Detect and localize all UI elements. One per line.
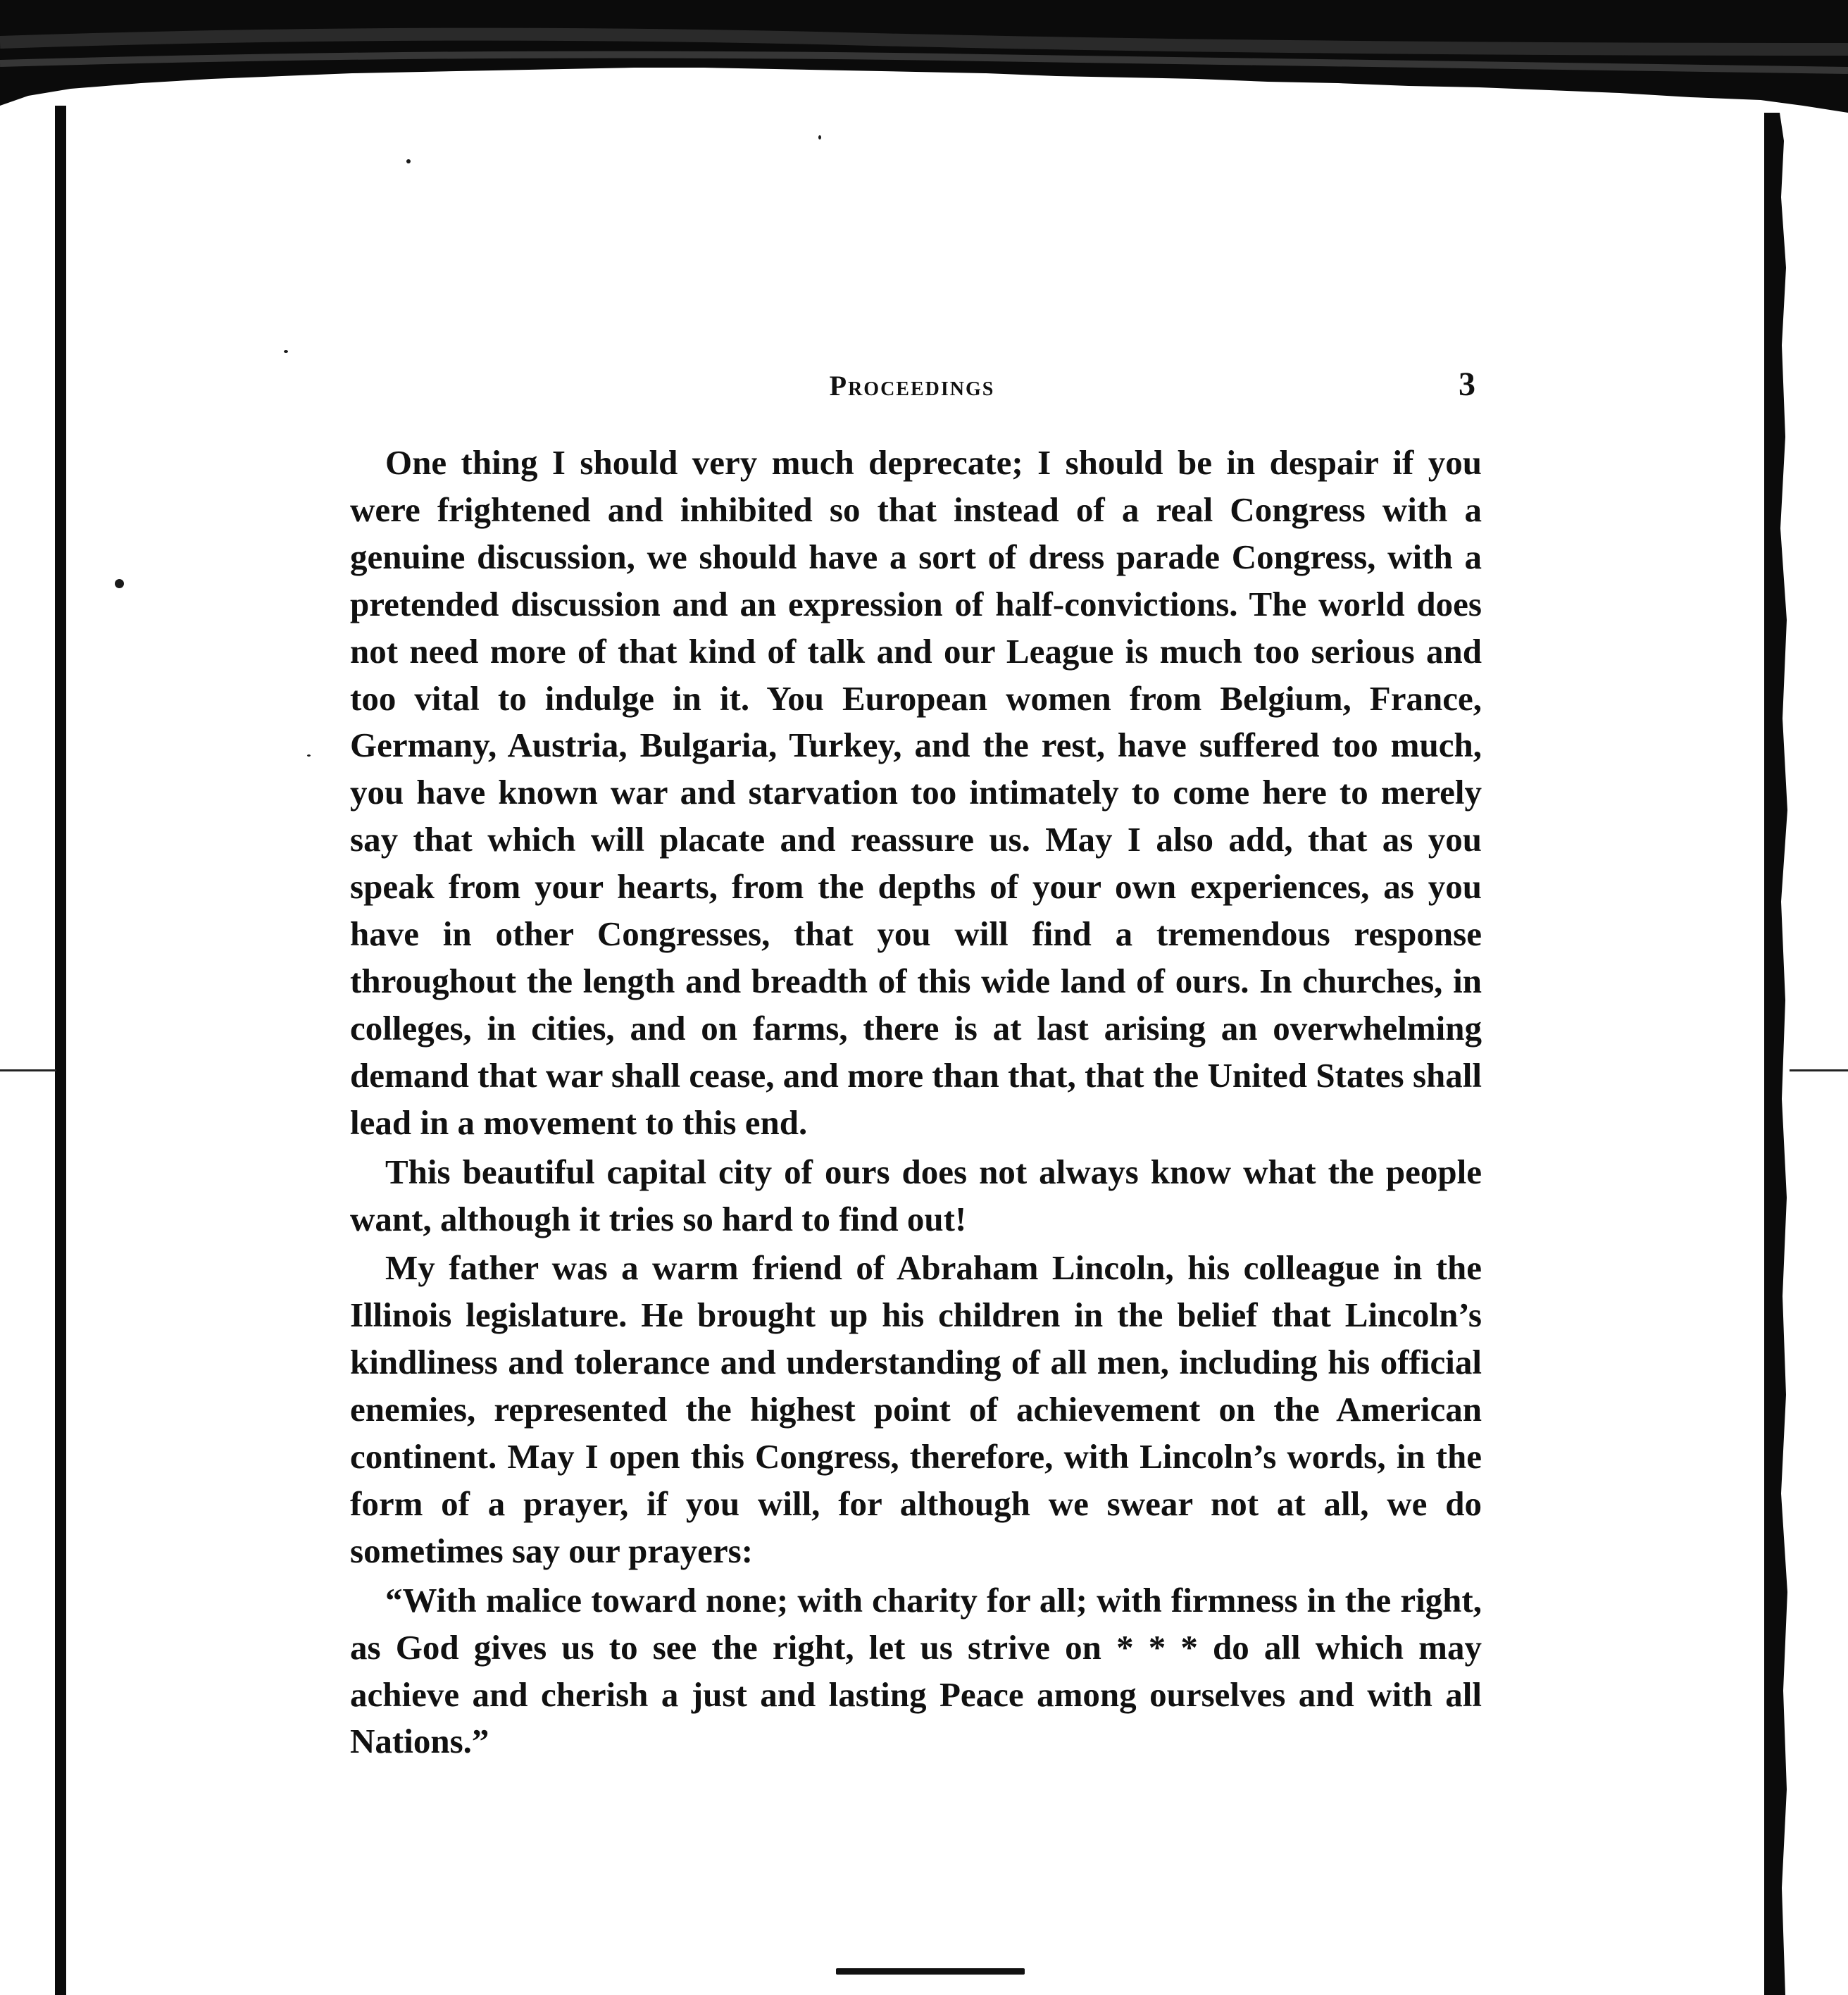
scan-right-edge-noise: [1780, 113, 1790, 1995]
scan-top-noise: [0, 0, 1848, 113]
ink-speck: [284, 350, 288, 353]
ink-speck: [115, 579, 124, 588]
quotation-paragraph: “With malice toward none; with charity for all; with firmness in the right, as God gives us to see the right, let us strive on * * * do all which may achieve and cherish a just and lasting Peace among ourselves and with all Nations.”: [350, 1580, 1482, 1761]
running-head: [349, 365, 1475, 421]
scan-top-border: [0, 0, 1848, 113]
ink-speck: [307, 754, 311, 757]
header-title: Proceedings: [829, 370, 995, 402]
scan-right-edge: [1764, 113, 1780, 1995]
paragraph: My father was a warm friend of Abraham Lincoln, his colleague in the Illinois legislature. He brought up his children in the belief that Lincoln’s kindliness and tolerance and understanding of all men, including his official enemies, represented the highest point of achievement on the American continent. May I open this Congress, therefore, with Lincoln’s words, in the form of a prayer, if you will, for although we swear not at all, we do sometimes say our prayers:: [350, 1248, 1482, 1570]
ink-speck: [818, 135, 821, 139]
page-number: 3: [1459, 366, 1475, 403]
fold-mark-right: [1790, 1069, 1848, 1071]
ink-speck: [406, 159, 411, 163]
text-body: [350, 440, 1482, 1765]
paragraph: One thing I should very much deprecate; I should be in despair if you were frightened and inhibited so that instead of a real Congress with a genuine discussion, we should have a sort of dress parade Congress, with a pretended discussion and an expression of half-convictions. The world does not need more of that kind of talk and our League is much too serious and too vital to indulge in it. You European women from Belgium, France, Germany, Austria, Bulgaria, Turkey, and the rest, have suffered too much, you have known war and starvation too intimately to come here to merely say that which will placate and reassure us. May I also add, that as you speak from your hearts, from the depths of your own experiences, as you have in other Congresses, that you will find a tremendous response throughout the length and breadth of this wide land of ours. In churches, in colleges, in cities, and on farms, there is at last arising an overwhelming demand that war shall cease, and more than that, that the United States shall lead in a movement to this end.: [350, 443, 1482, 1142]
fold-mark-left: [0, 1069, 56, 1071]
bottom-rule: [836, 1968, 1025, 1975]
paragraph: This beautiful capital city of ours does not always know what the people want, although it tries so hard to find out!: [350, 1152, 1482, 1238]
scan-left-edge: [55, 106, 66, 1995]
